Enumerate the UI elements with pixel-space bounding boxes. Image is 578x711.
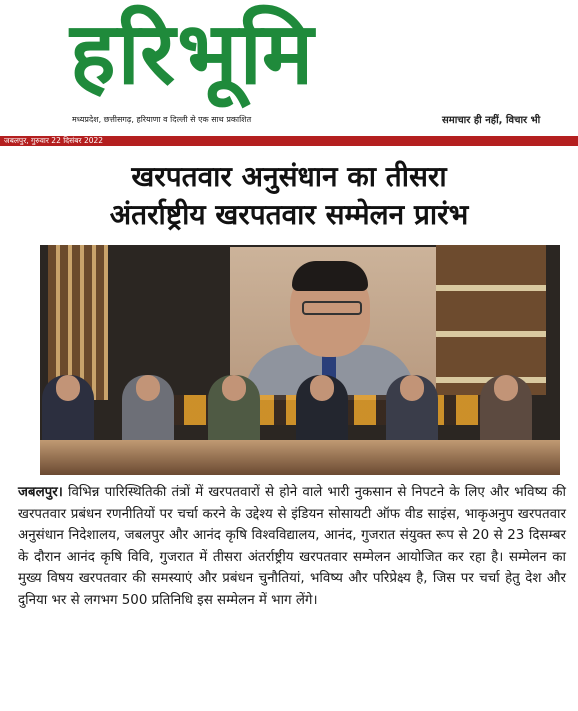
headline-line-2: अंतर्राष्ट्रीय खरपतवार सम्मेलन प्रारंभ (109, 198, 469, 231)
speaker-glasses (302, 301, 362, 315)
panelist-3 (208, 375, 260, 445)
masthead-tagline-left: मध्यप्रदेश, छत्तीसगढ़, हरियाणा व दिल्ली से एक साथ प्रकाशित (72, 115, 252, 124)
dais-table (40, 440, 560, 475)
conference-photo (40, 245, 560, 475)
panelist-6 (480, 375, 532, 445)
panelist-5 (386, 375, 438, 445)
panelist-face (400, 375, 424, 401)
article-body-text: विभिन्न पारिस्थितिकी तंत्रों में खरपतवारों से होने वाले भारी नुकसान से निपटने के लिए और भविष्य की खरपतवार प्रबंधन रणनीतियों पर चर्चा करने के उद्देश्य से इंडियन सोसायटी ऑफ वीड साइंस, भाकृअनुप खरपतवार अनुसंधान निदेशालय, जबलपुर और आनंद कृषि विश्वविद्यालय, आनंद, गुजरात संयुक्त रूप से 20 से 23 दिसम्बर के दौरान आनंद कृषि विवि, गुजरात में तीसरा अंतर्राष्ट्रीय खरपतवार सम्मेलन आयोजित कर रहा है। सम्मेलन का मुख्य विषय खरपतवार की समस्याएं और प्रबंधन चुनौतियां, भविष्य और परिप्रेक्ष्य है, जिस पर चर्चा हेतु देश और दुनिया भर से लगभग 500 प्रतिनिधि इस सम्मेलन में भाग लेंगे। (18, 485, 566, 608)
panelist-face (222, 375, 246, 401)
bookshelf-right (436, 245, 546, 395)
headline-line-1: खरपतवार अनुसंधान का तीसरा (131, 160, 447, 193)
speaker-hair (292, 261, 368, 291)
article-lead: जबलपुर। (18, 485, 63, 500)
panelist-2 (122, 375, 174, 445)
panelist-face (136, 375, 160, 401)
panelist-face (56, 375, 80, 401)
panelist-face (310, 375, 334, 401)
article-body (18, 482, 566, 612)
panelist-4 (296, 375, 348, 445)
panelist-1 (42, 375, 94, 445)
newspaper-logo: हरिभूमि (70, 4, 316, 104)
masthead-tagline-right: समाचार ही नहीं, विचार भी (442, 115, 541, 126)
article-headline (0, 158, 578, 234)
panelist-face (494, 375, 518, 401)
masthead (0, 0, 578, 132)
dateline: जबलपुर, गुरुवार 22 दिसंबर 2022 (4, 136, 104, 145)
